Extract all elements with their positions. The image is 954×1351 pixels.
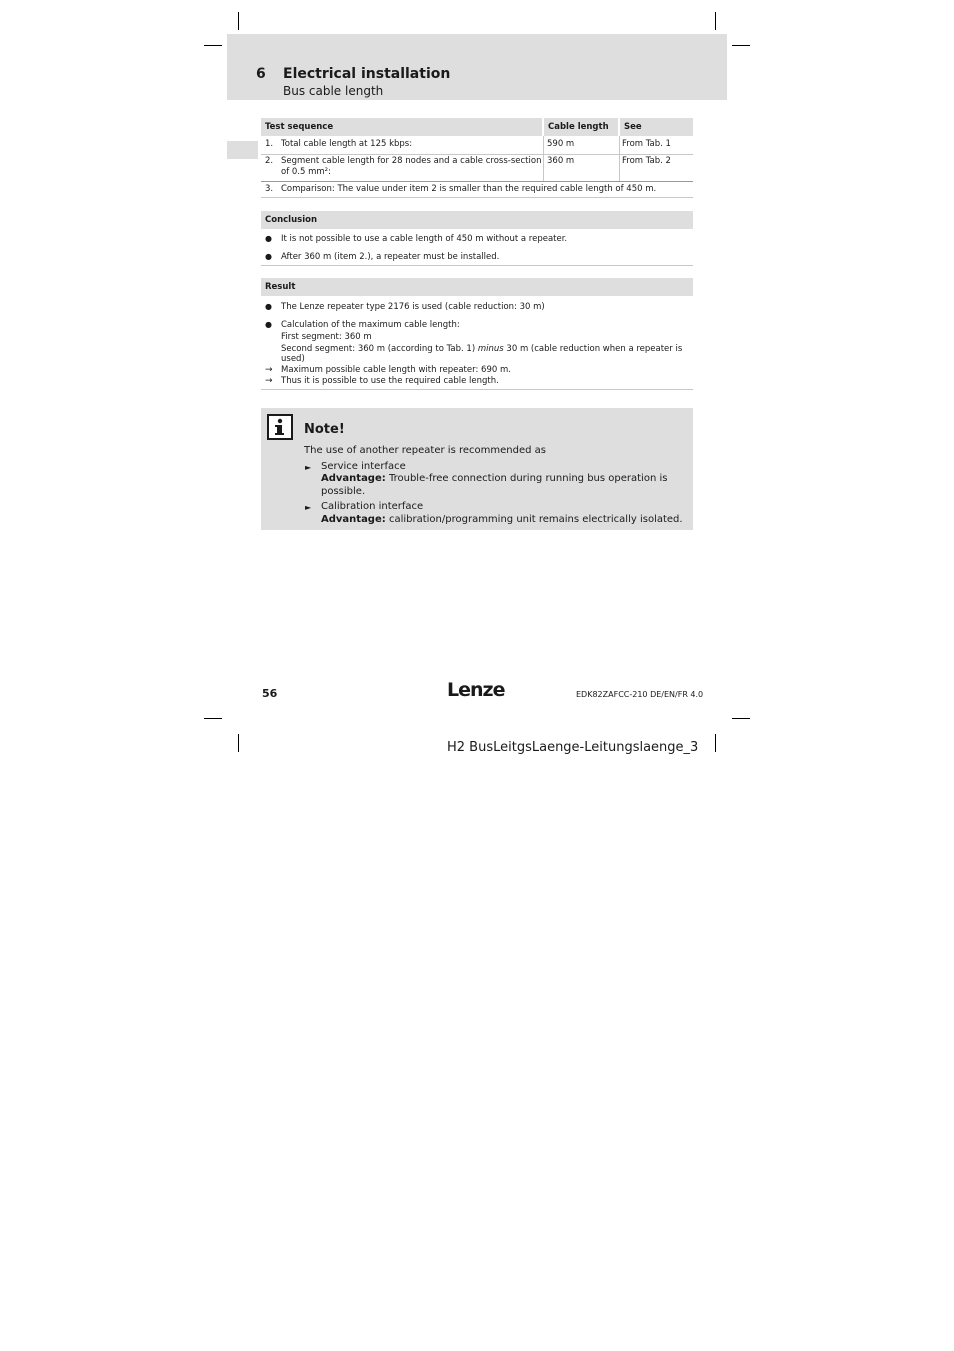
file-label: H2 BusLeitgsLaenge-Leitungslaenge_3 bbox=[447, 740, 699, 755]
row-length: 360 m bbox=[547, 156, 575, 166]
divider bbox=[261, 265, 693, 266]
arrow-right-icon: → bbox=[265, 376, 273, 386]
crop-mark bbox=[715, 734, 716, 752]
crop-mark bbox=[715, 12, 716, 30]
bullet-icon: ● bbox=[265, 320, 272, 329]
column-divider bbox=[619, 136, 620, 181]
crop-mark bbox=[732, 45, 750, 46]
row-number: 2. bbox=[265, 156, 274, 166]
chapter-title: Electrical installation bbox=[283, 66, 451, 82]
section-title: Bus cable length bbox=[283, 84, 384, 98]
lenze-logo: Lenze bbox=[447, 679, 505, 701]
list-item-text: used) bbox=[281, 354, 305, 364]
divider bbox=[261, 154, 693, 155]
note-intro: The use of another repeater is recommended as bbox=[304, 445, 546, 456]
info-icon bbox=[267, 414, 293, 440]
document-id: EDK82ZAFCC-210 DE/EN/FR 4.0 bbox=[576, 690, 704, 699]
row-text: Total cable length at 125 kbps: bbox=[281, 139, 413, 149]
crop-mark bbox=[238, 734, 239, 752]
chapter-number: 6 bbox=[256, 66, 266, 82]
note-item-label: Calibration interface bbox=[321, 501, 424, 512]
arrow-right-icon: → bbox=[265, 365, 273, 375]
triangle-right-icon: ► bbox=[305, 503, 312, 512]
row-number: 3. bbox=[265, 184, 274, 194]
list-item bbox=[261, 376, 693, 387]
conclusion-section bbox=[261, 211, 693, 267]
list-item bbox=[261, 365, 693, 376]
list-item-text: Second segment: 360 m (according to Tab. 1) minus 30 m (cable reduction when a repeater is bbox=[281, 344, 683, 354]
crop-mark bbox=[204, 45, 222, 46]
table-row bbox=[261, 184, 693, 198]
list-item-text: Thus it is possible to use the required cable length. bbox=[281, 376, 499, 386]
column-divider bbox=[543, 136, 544, 181]
divider bbox=[261, 181, 693, 182]
row-number: 1. bbox=[265, 139, 274, 149]
table-row bbox=[261, 139, 693, 153]
test-sequence-table bbox=[261, 118, 693, 198]
crop-mark bbox=[204, 718, 222, 719]
list-item-text: The Lenze repeater type 2176 is used (cable reduction: 30 m) bbox=[281, 302, 545, 312]
note-item-label: Service interface bbox=[321, 461, 406, 472]
list-item bbox=[261, 320, 693, 366]
list-item-text: First segment: 360 m bbox=[281, 332, 372, 342]
result-heading: Result bbox=[261, 278, 693, 296]
list-item-text: After 360 m (item 2.), a repeater must be installed. bbox=[281, 252, 500, 262]
triangle-right-icon: ► bbox=[305, 463, 312, 472]
note-item-advantage: possible. bbox=[321, 486, 366, 497]
row-see: From Tab. 2 bbox=[622, 156, 671, 166]
note-item-advantage: Advantage: Trouble-free connection during running bus operation is bbox=[321, 473, 668, 484]
column-header-see: See bbox=[620, 118, 693, 136]
bullet-icon: ● bbox=[265, 234, 272, 243]
list-item-text: Maximum possible cable length with repeater: 690 m. bbox=[281, 365, 511, 375]
conclusion-heading: Conclusion bbox=[261, 211, 693, 229]
bullet-icon: ● bbox=[265, 302, 272, 311]
row-see: From Tab. 1 bbox=[622, 139, 671, 149]
row-text: Comparison: The value under item 2 is smaller than the required cable length of 450 m. bbox=[281, 184, 657, 194]
row-length: 590 m bbox=[547, 139, 575, 149]
column-header-cable-length: Cable length bbox=[544, 118, 618, 136]
list-item bbox=[261, 302, 693, 314]
bullet-icon: ● bbox=[265, 252, 272, 261]
row-text: of 0.5 mm²: bbox=[281, 167, 331, 177]
list-item-text: Calculation of the maximum cable length: bbox=[281, 320, 460, 330]
row-text: Segment cable length for 28 nodes and a cable cross-section bbox=[281, 156, 542, 166]
column-header-test-sequence: Test sequence bbox=[261, 118, 542, 136]
list-item bbox=[261, 234, 693, 246]
crop-mark bbox=[238, 12, 239, 30]
divider bbox=[261, 389, 693, 390]
page-number: 56 bbox=[262, 687, 278, 700]
chapter-tab bbox=[227, 141, 258, 159]
note-title: Note! bbox=[304, 422, 345, 437]
divider bbox=[261, 197, 693, 198]
crop-mark bbox=[732, 718, 750, 719]
table-row bbox=[261, 156, 693, 182]
list-item bbox=[261, 252, 693, 264]
list-item-text: It is not possible to use a cable length of 450 m without a repeater. bbox=[281, 234, 568, 244]
note-item-advantage: Advantage: calibration/programming unit remains electrically isolated. bbox=[321, 514, 683, 525]
result-section bbox=[261, 278, 693, 391]
